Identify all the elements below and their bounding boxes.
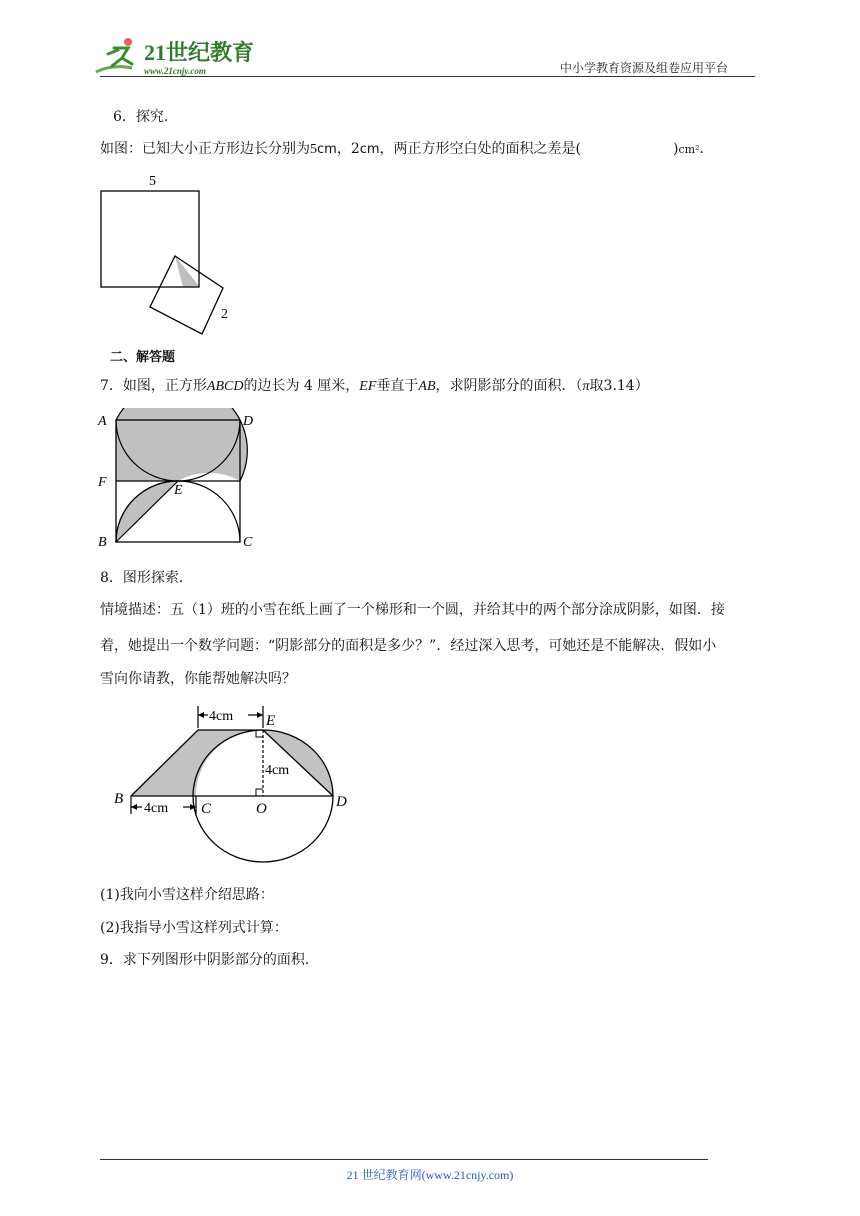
runner-logo-icon [92, 34, 262, 78]
q6-unit: cm² [678, 143, 700, 156]
q8-sub2: (2)我指导小雪这样列式计算： [100, 920, 288, 936]
q6-small-square [150, 256, 223, 334]
q7-label-a: A [98, 414, 107, 429]
q6-label-top: 5 [149, 174, 156, 189]
footer-text: 21 世纪教育网(www.21cnjy.com) [346, 1168, 514, 1182]
logo-text: 21世纪教育 [144, 40, 255, 65]
q7-label-c: C [243, 535, 253, 550]
q8-label-c: C [201, 801, 212, 817]
q6-text-a: 如图：已知大小正方形边长分别为 [100, 141, 310, 157]
q7-mid3: ，求阴影部分的面积．（ [435, 378, 583, 394]
q8-sub1: (1)我向小雪这样介绍思路： [100, 887, 274, 903]
q8-label-o: O [256, 801, 267, 817]
q7-label-b: B [98, 535, 107, 550]
q8-height-label: 4cm [265, 763, 290, 778]
q8-para-line1: 情境描述：五（1）班的小雪在纸上画了一个梯形和一个圆，并给其中的两个部分涂成阴影，如图．接 [100, 602, 725, 618]
q8-left-shade [131, 730, 263, 796]
q7-pi: π [582, 379, 590, 394]
q6-text-c: ) [673, 141, 679, 157]
q7-pi-value: 3.14 [603, 378, 635, 394]
q6-label-side: 2 [221, 307, 228, 322]
q7-take: 取 [589, 378, 604, 394]
section-title: 二、解答题 [110, 350, 176, 365]
q7-ab: AB [418, 379, 436, 394]
q8-top-length: 4cm [209, 709, 234, 724]
q6-u1: cm [317, 142, 337, 157]
q6-end: ． [699, 141, 714, 157]
q8-label-e: E [266, 713, 276, 729]
q8-figure [108, 700, 368, 866]
q8-label-b: B [114, 791, 124, 807]
q7-close: ） [634, 378, 649, 394]
q6-v2: 2 [350, 141, 360, 157]
q8-label-d: D [336, 794, 347, 810]
q7-abcd: ABCD [206, 379, 244, 394]
footer-divider [100, 1159, 708, 1160]
q7-text [100, 376, 649, 397]
q8-para-line3: 雪向你请教，你能帮她解决吗？ [100, 671, 296, 687]
q9-text: 9．求下列图形中阴影部分的面积． [100, 952, 319, 968]
q6-v1: 5 [310, 142, 317, 157]
q7-mid1: 的边长为 4 厘米， [243, 378, 360, 394]
q8-title: 8．图形探索． [100, 570, 193, 586]
q6-number: 6．探究． [113, 109, 178, 125]
logo-url: www.21cnjy.com [144, 66, 206, 76]
q6-figure [95, 168, 245, 340]
header-platform-text: 中小学教育资源及组卷应用平台 [560, 61, 729, 75]
q7-label-f: F [98, 475, 107, 490]
q7-right-shade [178, 481, 240, 542]
q8-para-line2: 着，她提出一个数学问题：“阴影部分的面积是多少？”．经过深入思考，可她还是不能解决．假如小 [100, 638, 717, 654]
q7-label-e: E [174, 483, 183, 498]
q6-u2: cm [359, 142, 380, 157]
q7-ef: EF [359, 379, 377, 394]
q7-figure [92, 408, 262, 553]
q8-bottom-length: 4cm [144, 801, 169, 816]
q6-text-b: ，两正方形空白处的面积之差是( [379, 141, 582, 157]
site-logo [92, 34, 262, 78]
header-divider [100, 76, 755, 77]
q6-text [100, 139, 714, 160]
q6-sep: ， [336, 141, 351, 157]
q7-pre: 7．如图，正方形 [100, 378, 207, 394]
q7-label-d: D [243, 414, 254, 429]
q6-overlap-shade [175, 256, 199, 287]
q7-mid2: 垂直于 [376, 378, 419, 394]
